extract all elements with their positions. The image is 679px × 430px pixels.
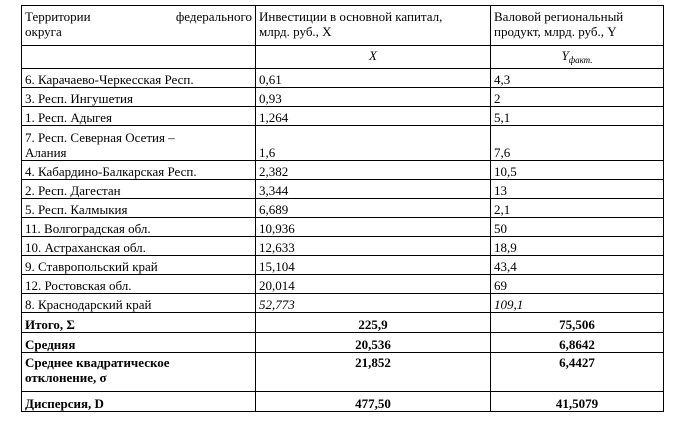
table-row (22, 69, 664, 88)
header-row (22, 6, 664, 46)
investment-value: 1,264 (256, 107, 491, 126)
symbol-empty (22, 46, 256, 69)
table-row (22, 237, 664, 256)
header-investment: Инвестиции в основной капитал, млрд. руб., X (256, 6, 491, 46)
investment-value: 3,344 (256, 180, 491, 199)
summary-label: Итого, Σ (22, 313, 256, 333)
table-row (22, 294, 664, 313)
summary-y: 41,5079 (491, 392, 664, 412)
region-name: 12. Ростовская обл. (22, 275, 256, 294)
grp-value: 7,6 (491, 126, 664, 161)
grp-value: 18,9 (491, 237, 664, 256)
table-row (22, 88, 664, 107)
summary-row-mean (22, 333, 664, 353)
table-row (22, 199, 664, 218)
region-name: 3. Респ. Ингушетия (22, 88, 256, 107)
table-row (22, 218, 664, 237)
summary-label: Среднее квадратическое отклонение, σ (22, 353, 256, 392)
symbol-y: $Y_{факт.}$ (491, 46, 664, 69)
investment-value: 20,014 (256, 275, 491, 294)
summary-x: 477,50 (256, 392, 491, 412)
header-territory: Территории федерального округа (22, 6, 256, 46)
symbol-row (22, 46, 664, 69)
grp-value: 13 (491, 180, 664, 199)
data-table (21, 5, 664, 412)
table-row (22, 161, 664, 180)
header-grp: Валовой региональный продукт, млрд. руб., Y (491, 6, 664, 46)
region-name: 9. Ставропольский край (22, 256, 256, 275)
table-row (22, 126, 664, 161)
table-row (22, 107, 664, 126)
summary-x: 21,852 (256, 353, 491, 392)
summary-x: 225,9 (256, 313, 491, 333)
investment-value: 1,6 (256, 126, 491, 161)
region-name: 11. Волгоградская обл. (22, 218, 256, 237)
grp-value: 10,5 (491, 161, 664, 180)
summary-y: 75,506 (491, 313, 664, 333)
table-row (22, 180, 664, 199)
table-row (22, 256, 664, 275)
region-name: 5. Респ. Калмыкия (22, 199, 256, 218)
summary-row-variance (22, 392, 664, 412)
grp-value: 50 (491, 218, 664, 237)
grp-value: 69 (491, 275, 664, 294)
investment-value: 12,633 (256, 237, 491, 256)
region-name: 1. Респ. Адыгея (22, 107, 256, 126)
summary-y: 6,4427 (491, 353, 664, 392)
grp-value: 2 (491, 88, 664, 107)
summary-row-total (22, 313, 664, 333)
investment-value: 0,61 (256, 69, 491, 88)
region-name: 2. Респ. Дагестан (22, 180, 256, 199)
region-name: 7. Респ. Северная Осетия – Алания (22, 126, 256, 161)
region-name: 8. Краснодарский край (22, 294, 256, 313)
symbol-x: X (256, 46, 491, 69)
grp-value: 5,1 (491, 107, 664, 126)
region-name: 4. Кабардино-Балкарская Респ. (22, 161, 256, 180)
table-row (22, 275, 664, 294)
investment-value: 6,689 (256, 199, 491, 218)
investment-value: 10,936 (256, 218, 491, 237)
grp-value: 43,4 (491, 256, 664, 275)
investment-value: 52,773 (256, 294, 491, 313)
grp-value: 109,1 (491, 294, 664, 313)
summary-x: 20,536 (256, 333, 491, 353)
summary-label: Средняя (22, 333, 256, 353)
summary-row-sd (22, 353, 664, 392)
summary-label: Дисперсия, D (22, 392, 256, 412)
region-name: 6. Карачаево-Черкесская Респ. (22, 69, 256, 88)
summary-y: 6,8642 (491, 333, 664, 353)
grp-value: 2,1 (491, 199, 664, 218)
investment-value: 2,382 (256, 161, 491, 180)
region-name: 10. Астраханская обл. (22, 237, 256, 256)
grp-value: 4,3 (491, 69, 664, 88)
investment-value: 15,104 (256, 256, 491, 275)
investment-value: 0,93 (256, 88, 491, 107)
